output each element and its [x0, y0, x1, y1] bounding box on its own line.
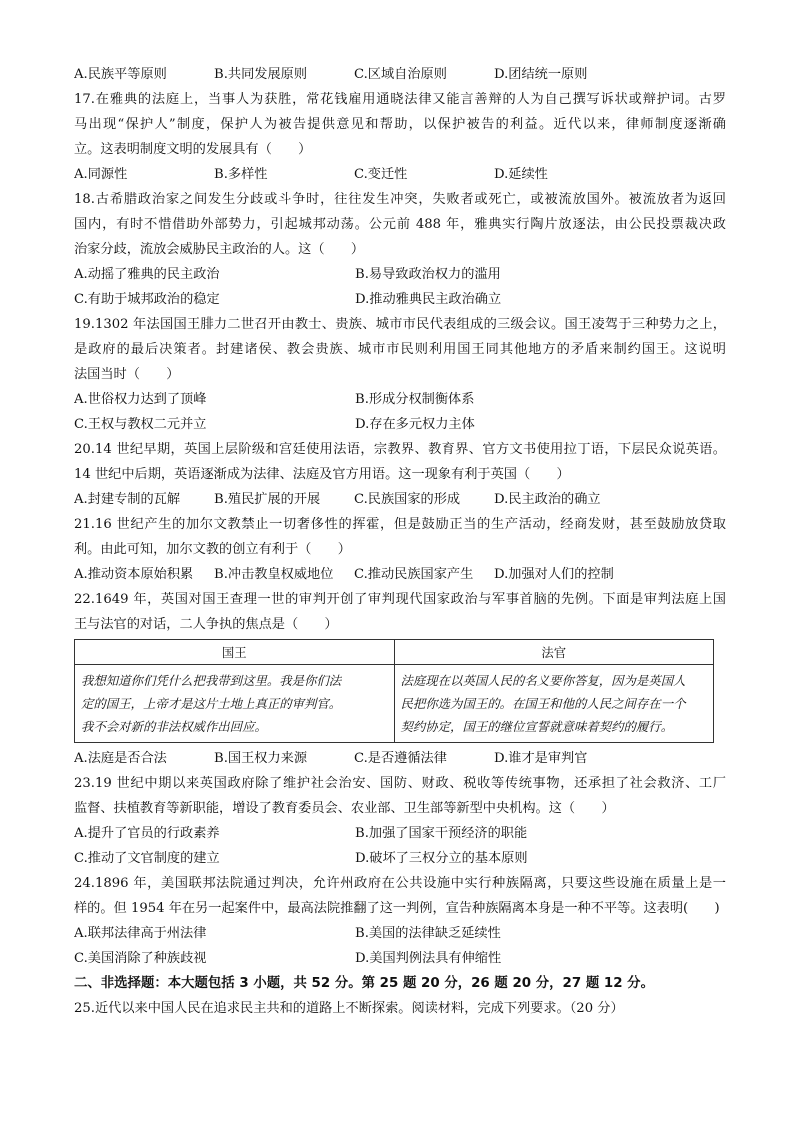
q17-option-a: A.同源性 — [74, 167, 128, 182]
q21-option-a: A.推动资本原始积累 — [74, 567, 194, 582]
q21-options — [74, 562, 726, 587]
q22-option-a: A.法庭是否合法 — [74, 751, 167, 766]
table-header-judge: 法官 — [394, 640, 714, 665]
q16-option-b: B.共同发展原则 — [214, 67, 308, 82]
q18-options-row2 — [74, 287, 726, 312]
question-19 — [74, 312, 726, 437]
q22-line: 22.1649 年，英国对国王查理一世的审判开创了审判现代国家政治与军事首脑的先例。下面是审判法庭上国 — [74, 592, 726, 607]
q16-option-a: A.民族平等原则 — [74, 67, 167, 82]
q17-line: 立。这表明制度文明的发展具有（ ） — [74, 142, 312, 157]
judge-line: 法庭现在以英国人民的名义要你答复，因为是英国人 — [400, 673, 686, 688]
q21-option-b: B.冲击教皇权威地位 — [214, 567, 334, 582]
q22-line: 王与法官的对话，二人争执的焦点是（ ） — [74, 617, 338, 632]
question-22 — [74, 587, 726, 771]
q24-line: 24.1896 年，美国联邦法院通过判决，允许州政府在公共设施中实行种族隔离，只要这些设施在质量上是一 — [74, 876, 726, 891]
section-2-title: 二、非选择题：本大题包括 3 小题，共 52 分。第 25 题 20 分，26 题 20 分，27 题 12 分。 — [74, 976, 654, 991]
q17-line: 17.在雅典的法庭上，当事人为获胜，常花钱雇用通晓法律又能言善辩的人为自己撰写诉状或辩护词。古罗 — [74, 92, 726, 107]
q23-option-c: C.推动了文官制度的建立 — [74, 851, 220, 866]
judge-line: 民把你选为国王的。在国王和他的人民之间存在一个 — [400, 696, 686, 711]
q18-option-b: B.易导致政治权力的滥用 — [355, 267, 501, 282]
q18-line: 18.古希腊政治家之间发生分歧或斗争时，往往发生冲突，失败者或死亡，或被流放国外。被流放者为返回 — [74, 192, 726, 207]
q23-line: 监督、扶植教育等新职能，增设了教育委员会、农业部、卫生部等新型中央机构。这（ ） — [74, 801, 615, 816]
q21-option-d: D.加强对人们的控制 — [494, 567, 614, 582]
q24-option-c: C.美国消除了种族歧视 — [74, 951, 207, 966]
q19-line: 19.1302 年法国国王腓力二世召开由教士、贵族、城市市民代表组成的三级会议。国王凌驾于三种势力之上， — [74, 317, 726, 332]
table-header-king: 国王 — [75, 640, 395, 665]
q22-option-c: C.是否遵循法律 — [354, 751, 447, 766]
q24-options-row2 — [74, 946, 726, 971]
q19-options-row1 — [74, 387, 726, 412]
q23-line: 23.19 世纪中期以来英国政府除了维护社会治安、国防、财政、税收等传统事物，还承担了社会救济、工厂 — [74, 776, 726, 791]
q17-option-b: B.多样性 — [214, 167, 268, 182]
q20-option-d: D.民主政治的确立 — [494, 492, 601, 507]
q20-options — [74, 487, 726, 512]
q17-line: 马出现“保护人”制度，保护人为被告提供意见和帮助，以保护被告的利益。近代以来，律师制度逐渐确 — [74, 117, 726, 132]
king-statement — [75, 665, 395, 743]
q18-option-d: D.推动雅典民主政治确立 — [355, 292, 502, 307]
question-25: 25.近代以来中国人民在追求民主共和的道路上不断探索。阅读材料，完成下列要求。（20 分） — [74, 1001, 624, 1016]
q17-option-c: C.变迁性 — [354, 167, 408, 182]
question-17 — [74, 87, 726, 187]
q20-line: 14 世纪中后期，英语逐渐成为法律、法庭及官方用语。这一现象有利于英国（ ） — [74, 467, 570, 482]
q19-option-d: D.存在多元权力主体 — [355, 417, 475, 432]
question-18 — [74, 187, 726, 312]
q22-options — [74, 746, 726, 771]
q22-option-b: B.国王权力来源 — [214, 751, 308, 766]
q22-option-d: D.谁才是审判官 — [494, 751, 588, 766]
q20-option-c: C.民族国家的形成 — [354, 492, 461, 507]
q24-line: 样的。但 1954 年在另一起案件中，最高法院推翻了这一判例，宣告种族隔离本身是一种不平等。这表明( ) — [74, 901, 720, 916]
q17-options — [74, 162, 726, 187]
question-21 — [74, 512, 726, 587]
q23-options-row1 — [74, 821, 726, 846]
q20-option-b: B.殖民扩展的开展 — [214, 492, 321, 507]
q16-option-c: C.区域自治原则 — [354, 67, 447, 82]
exam-page — [74, 62, 726, 1021]
king-line: 我想知道你们凭什么把我带到这里。我是你们法 — [81, 673, 342, 688]
q16-option-d: D.团结统一原则 — [494, 67, 588, 82]
q21-option-c: C.推动民族国家产生 — [354, 567, 474, 582]
q23-option-a: A.提升了官员的行政素养 — [74, 826, 220, 841]
q24-option-a: A.联邦法律高于州法律 — [74, 926, 207, 941]
q18-option-c: C.有助于城邦政治的稳定 — [74, 292, 220, 307]
q18-options-row1 — [74, 262, 726, 287]
q21-line: 利。由此可知，加尔文教的创立有利于（ ） — [74, 542, 351, 557]
king-line: 定的国王，上帝才是这片土地上真正的审判官。 — [81, 696, 342, 711]
q17-option-d: D.延续性 — [494, 167, 548, 182]
q16-options — [74, 62, 726, 87]
king-line: 我不会对新的非法权威作出回应。 — [81, 719, 267, 734]
judge-statement — [394, 665, 714, 743]
q24-option-b: B.美国的法律缺乏延续性 — [355, 926, 501, 941]
q19-options-row2 — [74, 412, 726, 437]
q18-line: 国内，有时不惜借助外部势力，引起城邦动荡。公元前 488 年，雅典实行陶片放逐法，由公民投票裁决政 — [74, 217, 726, 232]
dialogue-table — [74, 639, 714, 743]
q20-option-a: A.封建专制的瓦解 — [74, 492, 181, 507]
question-23 — [74, 771, 726, 871]
question-20 — [74, 437, 726, 512]
q19-option-c: C.王权与教权二元并立 — [74, 417, 207, 432]
q24-option-d: D.美国判例法具有伸缩性 — [355, 951, 502, 966]
q23-option-b: B.加强了国家干预经济的职能 — [355, 826, 528, 841]
q19-option-a: A.世俗权力达到了顶峰 — [74, 392, 207, 407]
q19-option-b: B.形成分权制衡体系 — [355, 392, 475, 407]
q20-line: 20.14 世纪早期，英国上层阶级和宫廷使用法语，宗教界、教育界、官方文书使用拉丁语，下层民众说英语。 — [74, 442, 726, 457]
q23-option-d: D.破坏了三权分立的基本原则 — [355, 851, 528, 866]
q18-option-a: A.动摇了雅典的民主政治 — [74, 267, 220, 282]
q18-line: 治家分歧，流放会威胁民主政治的人。这（ ） — [74, 242, 365, 257]
judge-line: 契约协定，国王的继位宣誓就意味着契约的履行。 — [400, 719, 674, 734]
question-24 — [74, 871, 726, 971]
q19-line: 是政府的最后决策者。封建诸侯、教会贵族、城市市民则利用国王同其他地方的矛盾来制约国王。这说明 — [74, 342, 726, 357]
q21-line: 21.16 世纪产生的加尔文教禁止一切奢侈性的挥霍，但是鼓励正当的生产活动，经商发财，甚至鼓励放贷取 — [74, 517, 726, 532]
q24-options-row1 — [74, 921, 726, 946]
q23-options-row2 — [74, 846, 726, 871]
q19-line: 法国当时（ ） — [74, 367, 180, 382]
